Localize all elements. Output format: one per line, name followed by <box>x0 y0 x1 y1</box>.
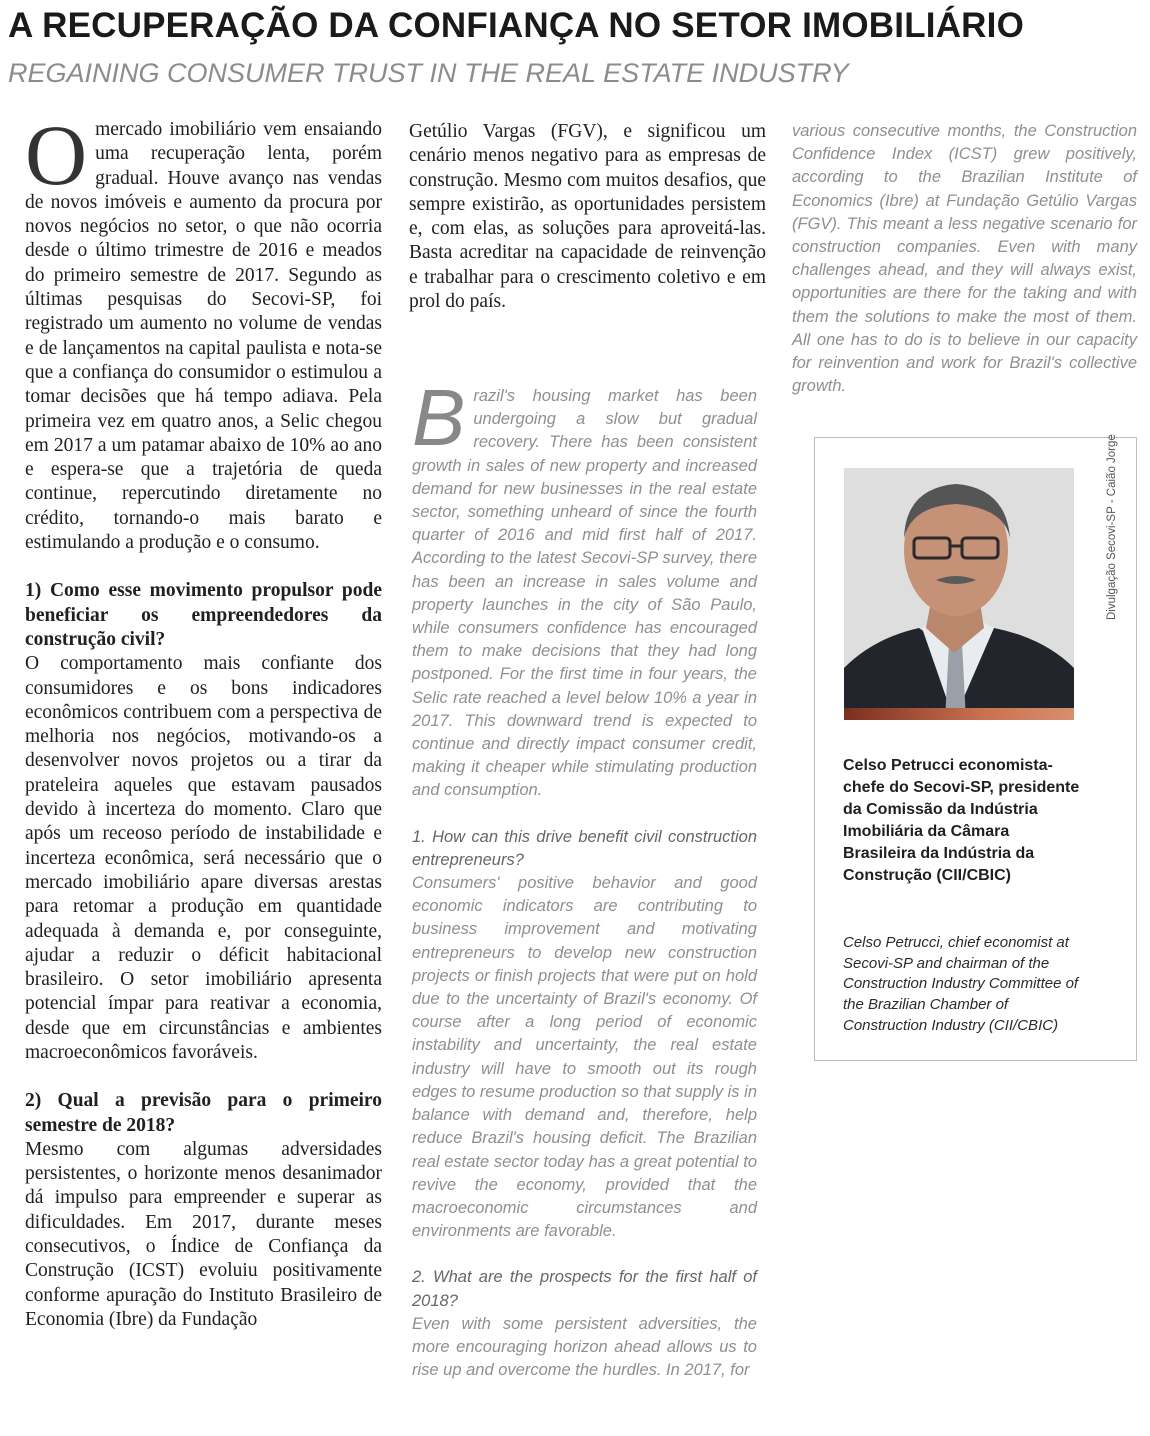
english-column-2 <box>792 120 1137 398</box>
page-subtitle: REGAINING CONSUMER TRUST IN THE REAL ESTATE INDUSTRY <box>8 58 849 88</box>
answer-2-en: Even with some persistent adversities, the more encouraging horizon ahead allows us to rise up and overcome the hurdles. In 2017, for <box>412 1314 757 1380</box>
continuation-en: various consecutive months, the Construction Confidence Index (ICST) grew positively, according to the Brazilian Institute of Economics (Ibre) at Fundação Getúlio Vargas (FGV). This meant a less negative scenario for construction companies. Even with many challenges ahead, and they will always exist, opportunities are there for the taking and with them the solutions to make the most of them. All one has to do is to believe in our capacity for reinvention and work for Brazil's collective growth. <box>792 122 1137 396</box>
drop-cap-b: B <box>412 373 466 462</box>
portrait-photo <box>844 468 1074 720</box>
portuguese-column-1 <box>25 107 382 1332</box>
question-2-pt: 2) Qual a previsão para o primeiro semestre de 2018? <box>25 1090 382 1136</box>
answer-2-pt: Mesmo com algumas adversidades persistentes, o horizonte menos desanimador dá impulso para empreender e superar as dificuldades. Em 2017, durante meses consecutivos, o Índice de Confiança da Construção (ICST) evoluiu positivamente conforme apuração do Instituto Brasileiro de Economia (Ibre) da Fundação <box>25 1138 382 1330</box>
caption-pt: Celso Petrucci economista-chefe do Secovi-SP, presidente da Comissão da Indústria Imobiliária da Câmara Brasileira da Indústria da Construção (CII/CBIC) <box>843 757 1080 884</box>
intro-text-en: razil's housing market has been undergoing a slow but gradual recovery. There has been consistent growth in sales of new property and increased demand for new businesses in the real estate sector, something unheard of since the fourth quarter of 2016 and mid first half of 2017. According to the latest Secovi-SP survey, there has been an increase in sales volume and property launches in the city of São Paulo, while consumers confidence has encouraged them to make decisions that they had long postponed. For the first time in four years, the Selic rate reached a level below 10% a year in 2017. This downward trend is expected to continue and directly impact consumer credit, making it cheaper while stimulating production and consumption. <box>412 387 757 800</box>
question-2-en: 2. What are the prospects for the first half of 2018? <box>412 1268 757 1310</box>
intro-paragraph-pt <box>25 107 382 555</box>
portrait-illustration <box>844 468 1074 720</box>
drop-cap-o: O <box>25 107 88 203</box>
caption-en: Celso Petrucci, chief economist at Secovi-SP and chairman of the Construction Industry Committee of the Brazilian Chamber of Construction Industry (CII/CBIC) <box>843 934 1079 1034</box>
intro-paragraph-en <box>412 373 757 803</box>
page-title: A RECUPERAÇÃO DA CONFIANÇA NO SETOR IMOBILIÁRIO <box>8 6 1024 45</box>
question-1-en: 1. How can this drive benefit civil construction entrepreneurs? <box>412 827 757 869</box>
continuation-pt: Getúlio Vargas (FGV), e significou um cenário menos negativo para as empresas de construção. Mesmo com muitos desafios, que sempre existirão, as oportunidades persistem e, com elas, as soluções para aproveitá-las. Basta acreditar na capacidade de reinvenção e trabalhar para o crescimento coletivo e em prol do país. <box>409 121 766 313</box>
photo-accent-bar <box>844 708 1074 720</box>
answer-1-pt: O comportamento mais confiante dos consumidores e os bons indicadores econômicos contribuem com a perspectiva de melhoria nos negócios, motivando-os a desenvolver novos projetos ou a tirar da prateleira aqueles que estavam pausados devido à incerteza do momento. Claro que após um receoso período de instabilidade e incerteza econômica, será necessário que o mercado imobiliário apare diversas arestas para retomar a produção em quantidade adequada à demanda e, por conseguinte, ajudar a reduzir o déficit habitacional brasileiro. O setor imobiliário apresenta potencial ímpar para reativar a economia, desde que em circunstâncias e ambientes macroeconômicos favoráveis. <box>25 653 382 1063</box>
portuguese-column-2 <box>409 120 766 314</box>
intro-text-pt: mercado imobiliário vem ensaiando uma recuperação lenta, porém gradual. Houve avanço nas vendas de novos imóveis e aumento da procura por novos negócios no setor, o que não ocorria desde o último trimestre de 2016 e meados do primeiro semestre de 2017. Segundo as últimas pesquisas do Secovi-SP, foi registrado um aumento no volume de vendas e de lançamentos na capital paulista e nota-se que a confiança do consumidor o estimulou a tomar decisões que há tempo adiava. Pela primeira vez em quatro anos, a Selic chegou em 2017 a um patamar abaixo de 10% ao ano e espera-se que a trajetória de queda continue, repercutindo diretamente no crédito, tornando-o mais barato e estimulando a produção e o consumo. <box>25 119 382 554</box>
english-column-1 <box>412 373 757 1382</box>
question-1-pt: 1) Como esse movimento propulsor pode beneficiar os empreendedores da construção civil? <box>25 580 382 650</box>
photo-credit: Divulgação Secovi-SP - Caião Jorge <box>1106 434 1118 620</box>
answer-1-en: Consumers' positive behavior and good economic indicators are contributing to business improvement and motivating entrepreneurs to develop new construction projects or finish projects that were put on hold due to the uncertainty of Brazil's economy. Of course after a long period of economic instability and uncertainty, the real estate industry will have to smooth out its rough edges to resume production so that supply is in balance with demand and, therefore, help reduce Brazil's housing deficit. The Brazilian real estate sector today has a great potential to revive the economy, provided that the macroeconomic circumstances and environments are favorable. <box>412 874 757 1241</box>
